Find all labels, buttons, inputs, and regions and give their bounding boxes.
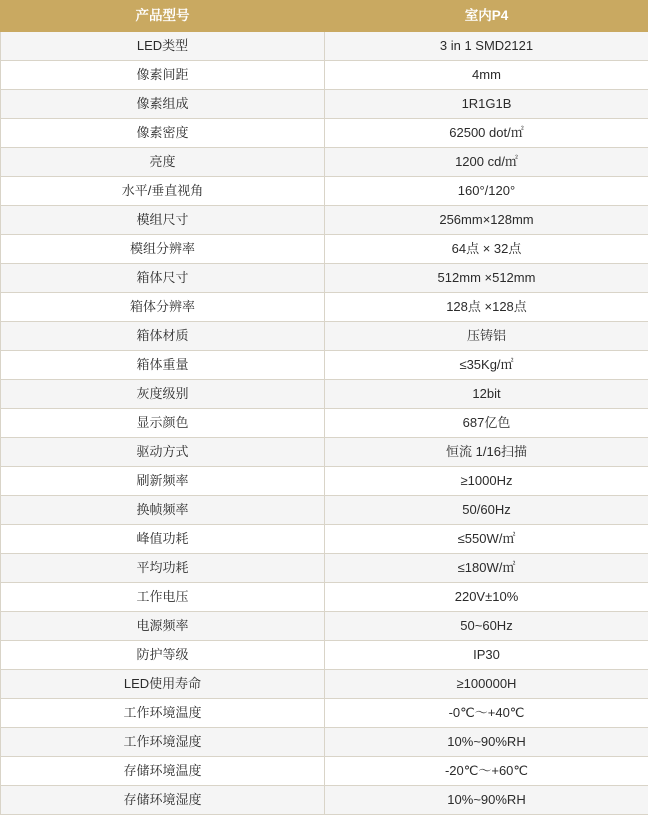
row-value: 50/60Hz — [325, 496, 648, 525]
table-row — [1, 554, 648, 583]
table-row — [1, 148, 648, 177]
row-label: 箱体材质 — [1, 322, 325, 351]
row-label: 灰度级别 — [1, 380, 325, 409]
row-label: 平均功耗 — [1, 554, 325, 583]
row-label: 箱体分辨率 — [1, 293, 325, 322]
table-row — [1, 409, 648, 438]
table-row — [1, 786, 648, 815]
header-cell-label: 产品型号 — [1, 1, 325, 32]
row-label: 防护等级 — [1, 641, 325, 670]
table-row — [1, 728, 648, 757]
table-row — [1, 119, 648, 148]
table-row — [1, 235, 648, 264]
row-value: 687亿色 — [325, 409, 648, 438]
row-label: 模组尺寸 — [1, 206, 325, 235]
row-label: LED类型 — [1, 32, 325, 61]
row-value: IP30 — [325, 641, 648, 670]
row-value: 62500 dot/㎡ — [325, 119, 648, 148]
table-row — [1, 583, 648, 612]
row-value: 1R1G1B — [325, 90, 648, 119]
row-label: 显示颜色 — [1, 409, 325, 438]
row-value: 64点 × 32点 — [325, 235, 648, 264]
table-row — [1, 351, 648, 380]
row-label: 像素间距 — [1, 61, 325, 90]
table-row — [1, 467, 648, 496]
row-label: 存储环境温度 — [1, 757, 325, 786]
table-row — [1, 438, 648, 467]
row-value: ≥1000Hz — [325, 467, 648, 496]
row-value: ≥100000H — [325, 670, 648, 699]
row-label: 工作环境温度 — [1, 699, 325, 728]
table-body — [1, 32, 648, 815]
table-row — [1, 699, 648, 728]
row-label: 存储环境湿度 — [1, 786, 325, 815]
row-label: 模组分辨率 — [1, 235, 325, 264]
row-value: -0℃～+40℃ — [325, 699, 648, 728]
row-label: 水平/垂直视角 — [1, 177, 325, 206]
row-label: 箱体重量 — [1, 351, 325, 380]
table-row — [1, 612, 648, 641]
table-row — [1, 177, 648, 206]
table-row — [1, 264, 648, 293]
row-value: 50~60Hz — [325, 612, 648, 641]
row-label: 工作环境湿度 — [1, 728, 325, 757]
table-header-row — [1, 1, 648, 32]
row-label: 换帧频率 — [1, 496, 325, 525]
row-value: 160°/120° — [325, 177, 648, 206]
row-value: 3 in 1 SMD2121 — [325, 32, 648, 61]
row-value: 10%~90%RH — [325, 786, 648, 815]
row-label: 箱体尺寸 — [1, 264, 325, 293]
table-row — [1, 293, 648, 322]
row-value: ≤550W/㎡ — [325, 525, 648, 554]
table-row — [1, 90, 648, 119]
header-cell-value: 室内P4 — [325, 1, 648, 32]
table-row — [1, 322, 648, 351]
row-label: 像素组成 — [1, 90, 325, 119]
table-row — [1, 206, 648, 235]
row-label: 峰值功耗 — [1, 525, 325, 554]
row-value: 4mm — [325, 61, 648, 90]
table-row — [1, 61, 648, 90]
row-label: 驱动方式 — [1, 438, 325, 467]
row-value: 压铸铝 — [325, 322, 648, 351]
table-header — [1, 1, 648, 32]
row-value: 12bit — [325, 380, 648, 409]
row-value: 256mm×128mm — [325, 206, 648, 235]
row-label: 像素密度 — [1, 119, 325, 148]
table-row — [1, 496, 648, 525]
row-label: LED使用寿命 — [1, 670, 325, 699]
row-label: 刷新频率 — [1, 467, 325, 496]
row-value: 1200 cd/㎡ — [325, 148, 648, 177]
table-row — [1, 757, 648, 786]
table-row — [1, 525, 648, 554]
row-label: 亮度 — [1, 148, 325, 177]
table-row — [1, 670, 648, 699]
table-row — [1, 641, 648, 670]
row-value: -20℃～+60℃ — [325, 757, 648, 786]
row-value: 220V±10% — [325, 583, 648, 612]
row-value: 512mm ×512mm — [325, 264, 648, 293]
table-row — [1, 32, 648, 61]
row-label: 工作电压 — [1, 583, 325, 612]
row-value: 128点 ×128点 — [325, 293, 648, 322]
row-value: ≤180W/㎡ — [325, 554, 648, 583]
row-value: 10%~90%RH — [325, 728, 648, 757]
table-row — [1, 380, 648, 409]
row-value: 恒流 1/16扫描 — [325, 438, 648, 467]
row-value: ≤35Kg/㎡ — [325, 351, 648, 380]
row-label: 电源频率 — [1, 612, 325, 641]
